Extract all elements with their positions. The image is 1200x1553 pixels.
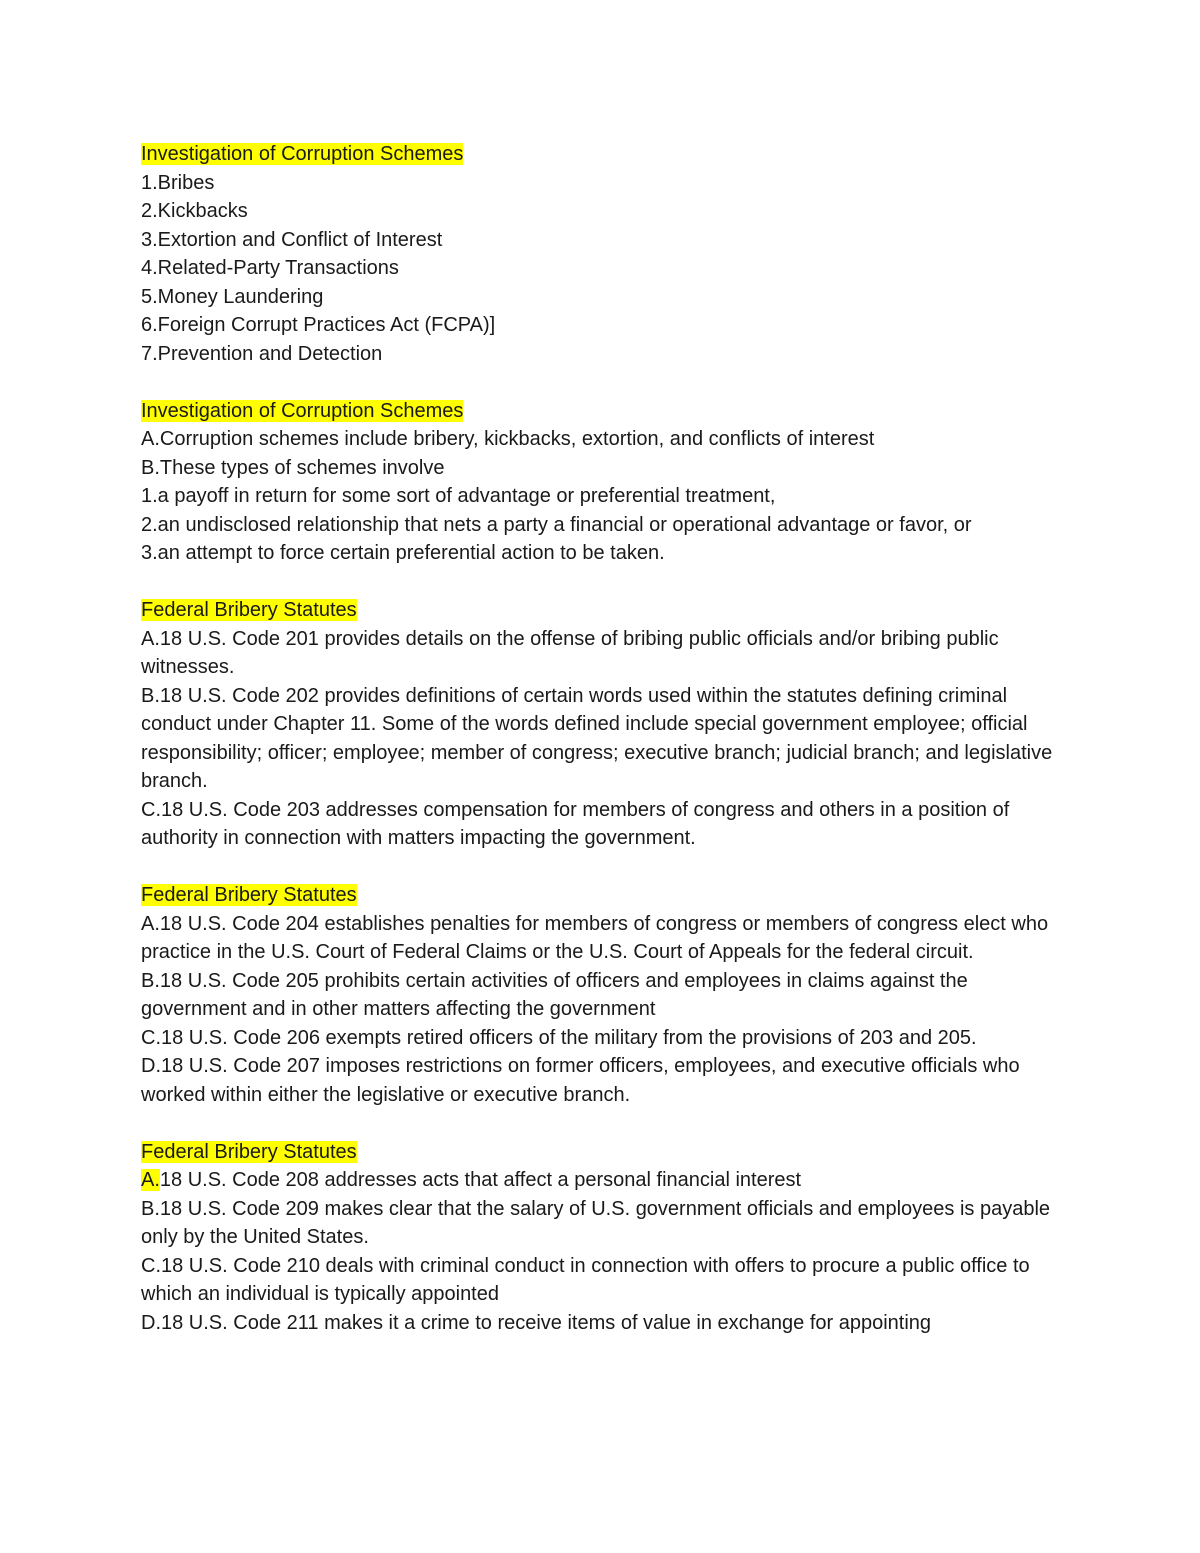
section-bribery-statutes-1 bbox=[141, 596, 1071, 853]
section-bribery-statutes-2 bbox=[141, 881, 1071, 1109]
section-heading: Federal Bribery Statutes bbox=[141, 1140, 357, 1163]
list-item: A.18 U.S. Code 201 provides details on the offense of bribing public officials and/or bribing public witnesses. bbox=[141, 627, 999, 678]
list-item: B.18 U.S. Code 209 makes clear that the salary of U.S. government officials and employees is payable only by the United States. bbox=[141, 1197, 1051, 1248]
list-item: B.18 U.S. Code 202 provides definitions of certain words used within the statutes defining criminal conduct under Chapter 11. Some of the words defined include special government employee; official responsibility; officer; employee; member of congress; executive branch; judicial branch; and legislative branch. bbox=[141, 684, 1053, 792]
list-item: 7.Prevention and Detection bbox=[141, 342, 383, 365]
list-item: 4.Related-Party Transactions bbox=[141, 257, 399, 279]
list-item: 1.Bribes bbox=[141, 171, 215, 194]
list-item: A.18 U.S. Code 204 establishes penalties for members of congress or members of congress elect who practice in the U.S. Court of Federal Claims or the U.S. Court of Appeals for the federal circuit. bbox=[141, 912, 1049, 963]
list-item: A.Corruption schemes include bribery, kickbacks, extortion, and conflicts of interest bbox=[141, 428, 875, 450]
section-heading: Investigation of Corruption Schemes bbox=[141, 399, 464, 422]
highlighted-prefix: A. bbox=[141, 1169, 160, 1191]
section-heading: Federal Bribery Statutes bbox=[141, 599, 357, 621]
list-item: 3.an attempt to force certain preferential action to be taken. bbox=[141, 542, 665, 564]
list-item: B.These types of schemes involve bbox=[141, 456, 445, 479]
document-page bbox=[141, 140, 1071, 1366]
list-item: 2.an undisclosed relationship that nets a party a financial or operational advantage or favor, or bbox=[141, 513, 972, 536]
section-heading: Federal Bribery Statutes bbox=[141, 884, 357, 906]
list-item: D.18 U.S. Code 207 imposes restrictions on former officers, employees, and executive officials who worked within either the legislative or executive branch. bbox=[141, 1055, 1020, 1106]
list-item bbox=[141, 1166, 1071, 1195]
list-item: C.18 U.S. Code 203 addresses compensation for members of congress and others in a position of authority in connection with matters impacting the government. bbox=[141, 798, 1010, 849]
list-item-text: 18 U.S. Code 208 addresses acts that affect a personal financial interest bbox=[159, 1169, 802, 1191]
list-item: B.18 U.S. Code 205 prohibits certain activities of officers and employees in claims against the government and in other matters affecting the government bbox=[141, 969, 968, 1020]
list-item: 3.Extortion and Conflict of Interest bbox=[141, 228, 443, 251]
list-item: 6.Foreign Corrupt Practices Act (FCPA)] bbox=[141, 314, 496, 336]
list-item: C.18 U.S. Code 210 deals with criminal conduct in connection with offers to procure a public office to which an individual is typically appointed bbox=[141, 1254, 1030, 1305]
section-bribery-statutes-3 bbox=[141, 1138, 1071, 1338]
list-item: 2.Kickbacks bbox=[141, 200, 248, 222]
list-item: C.18 U.S. Code 206 exempts retired officers of the military from the provisions of 203 and 205. bbox=[141, 1026, 977, 1049]
list-item: 1.a payoff in return for some sort of advantage or preferential treatment, bbox=[141, 485, 776, 507]
list-item: D.18 U.S. Code 211 makes it a crime to receive items of value in exchange for appointing bbox=[141, 1311, 932, 1334]
section-outline bbox=[141, 140, 1071, 368]
list-item: 5.Money Laundering bbox=[141, 285, 324, 308]
section-corruption-overview bbox=[141, 397, 1071, 568]
section-heading: Investigation of Corruption Schemes bbox=[141, 143, 464, 165]
